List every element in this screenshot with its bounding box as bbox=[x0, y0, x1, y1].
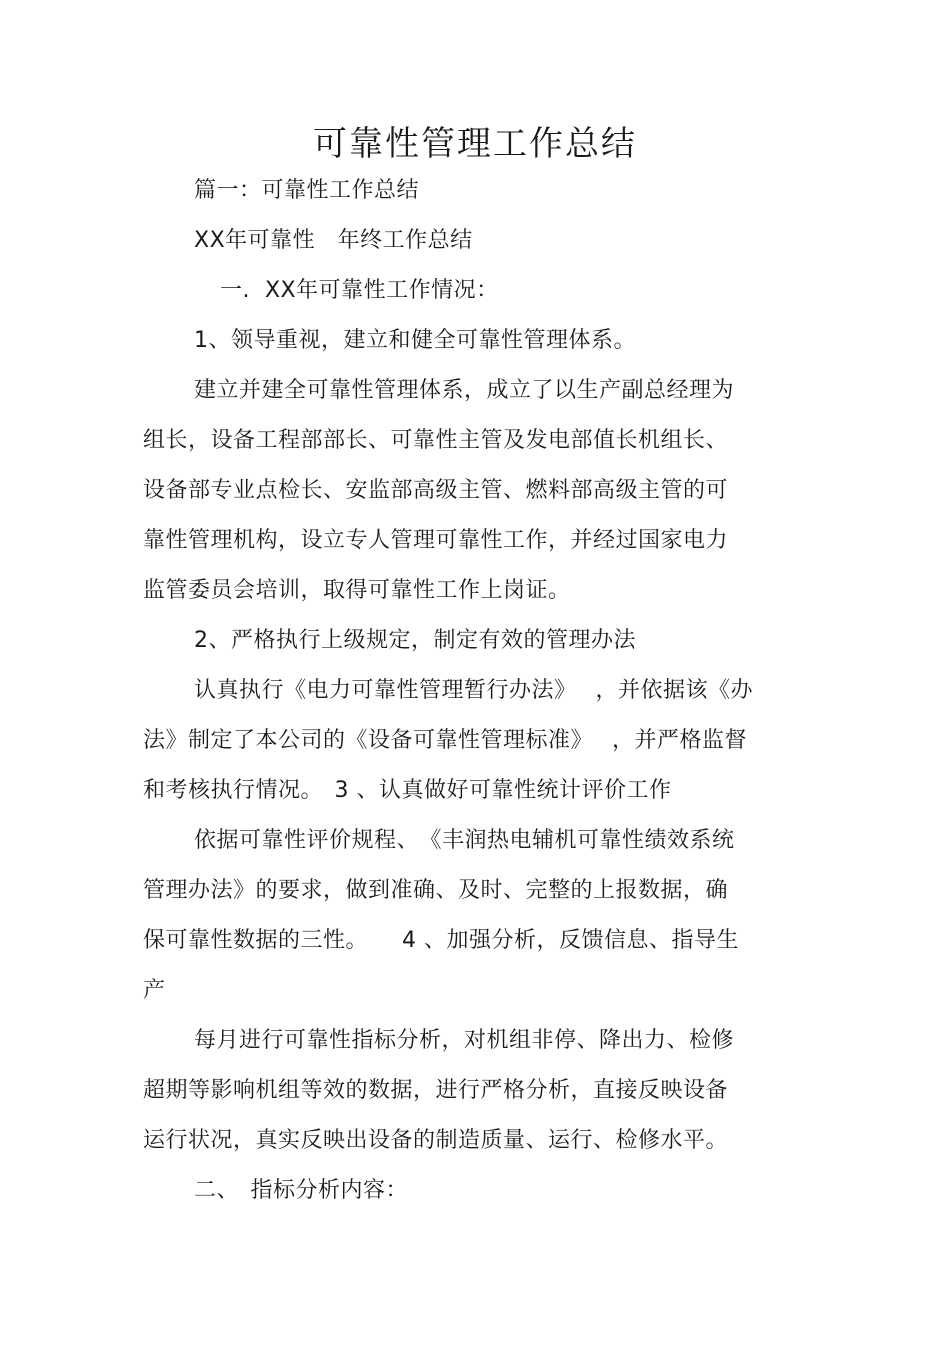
paragraph-line: 超期等影响机组等效的数据，进行严格分析，直接反映设备 bbox=[143, 1078, 729, 1103]
paragraph-line: 法》制定了本公司的《设备可靠性管理标准》 ，并严格监督 bbox=[143, 728, 747, 753]
paragraph-line: 保可靠性数据的三性。 4 、加强分析，反馈信息、指导生 bbox=[143, 928, 739, 953]
section-heading: 篇一：可靠性工作总结 bbox=[194, 178, 420, 203]
paragraph-line: 监管委员会培训，取得可靠性工作上岗证。 bbox=[143, 578, 571, 603]
paragraph-line: 靠性管理机构，设立专人管理可靠性工作，并经过国家电力 bbox=[143, 528, 729, 553]
paragraph-line: 管理办法》的要求，做到准确、及时、完整的上报数据，确 bbox=[143, 878, 729, 903]
paragraph-line: 认真执行《电力可靠性管理暂行办法》 ，并依据该《办 bbox=[194, 678, 753, 703]
paragraph-line: 组长，设备工程部部长、可靠性主管及发电部值长机组长、 bbox=[143, 428, 729, 453]
paragraph-line: 建立并建全可靠性管理体系，成立了以生产副总经理为 bbox=[194, 378, 735, 403]
paragraph-line: 依据可靠性评价规程、 《丰润热电辅机可靠性绩效系统 bbox=[194, 828, 735, 853]
section-heading: 一. XX年可靠性工作情况： bbox=[220, 278, 499, 303]
paragraph-line: 每月进行可靠性指标分析，对机组非停、降出力、检修 bbox=[194, 1028, 735, 1053]
section-heading: 二、 指标分析内容： bbox=[194, 1178, 409, 1203]
item-heading: 1、领导重视，建立和健全可靠性管理体系。 bbox=[194, 328, 636, 353]
document-title: 可靠性管理工作总结 bbox=[313, 124, 637, 164]
item-heading: 2、严格执行上级规定，制定有效的管理办法 bbox=[194, 628, 636, 653]
paragraph-line: 产 bbox=[143, 978, 166, 1003]
report-subtitle: XX年可靠性 年终工作总结 bbox=[194, 228, 473, 253]
paragraph-line: 和考核执行情况。 3 、认真做好可靠性统计评价工作 bbox=[143, 778, 672, 803]
paragraph-line: 设备部专业点检长、安监部高级主管、燃料部高级主管的可 bbox=[143, 478, 729, 503]
paragraph-line: 运行状况，真实反映出设备的制造质量、运行、检修水平。 bbox=[143, 1128, 729, 1153]
